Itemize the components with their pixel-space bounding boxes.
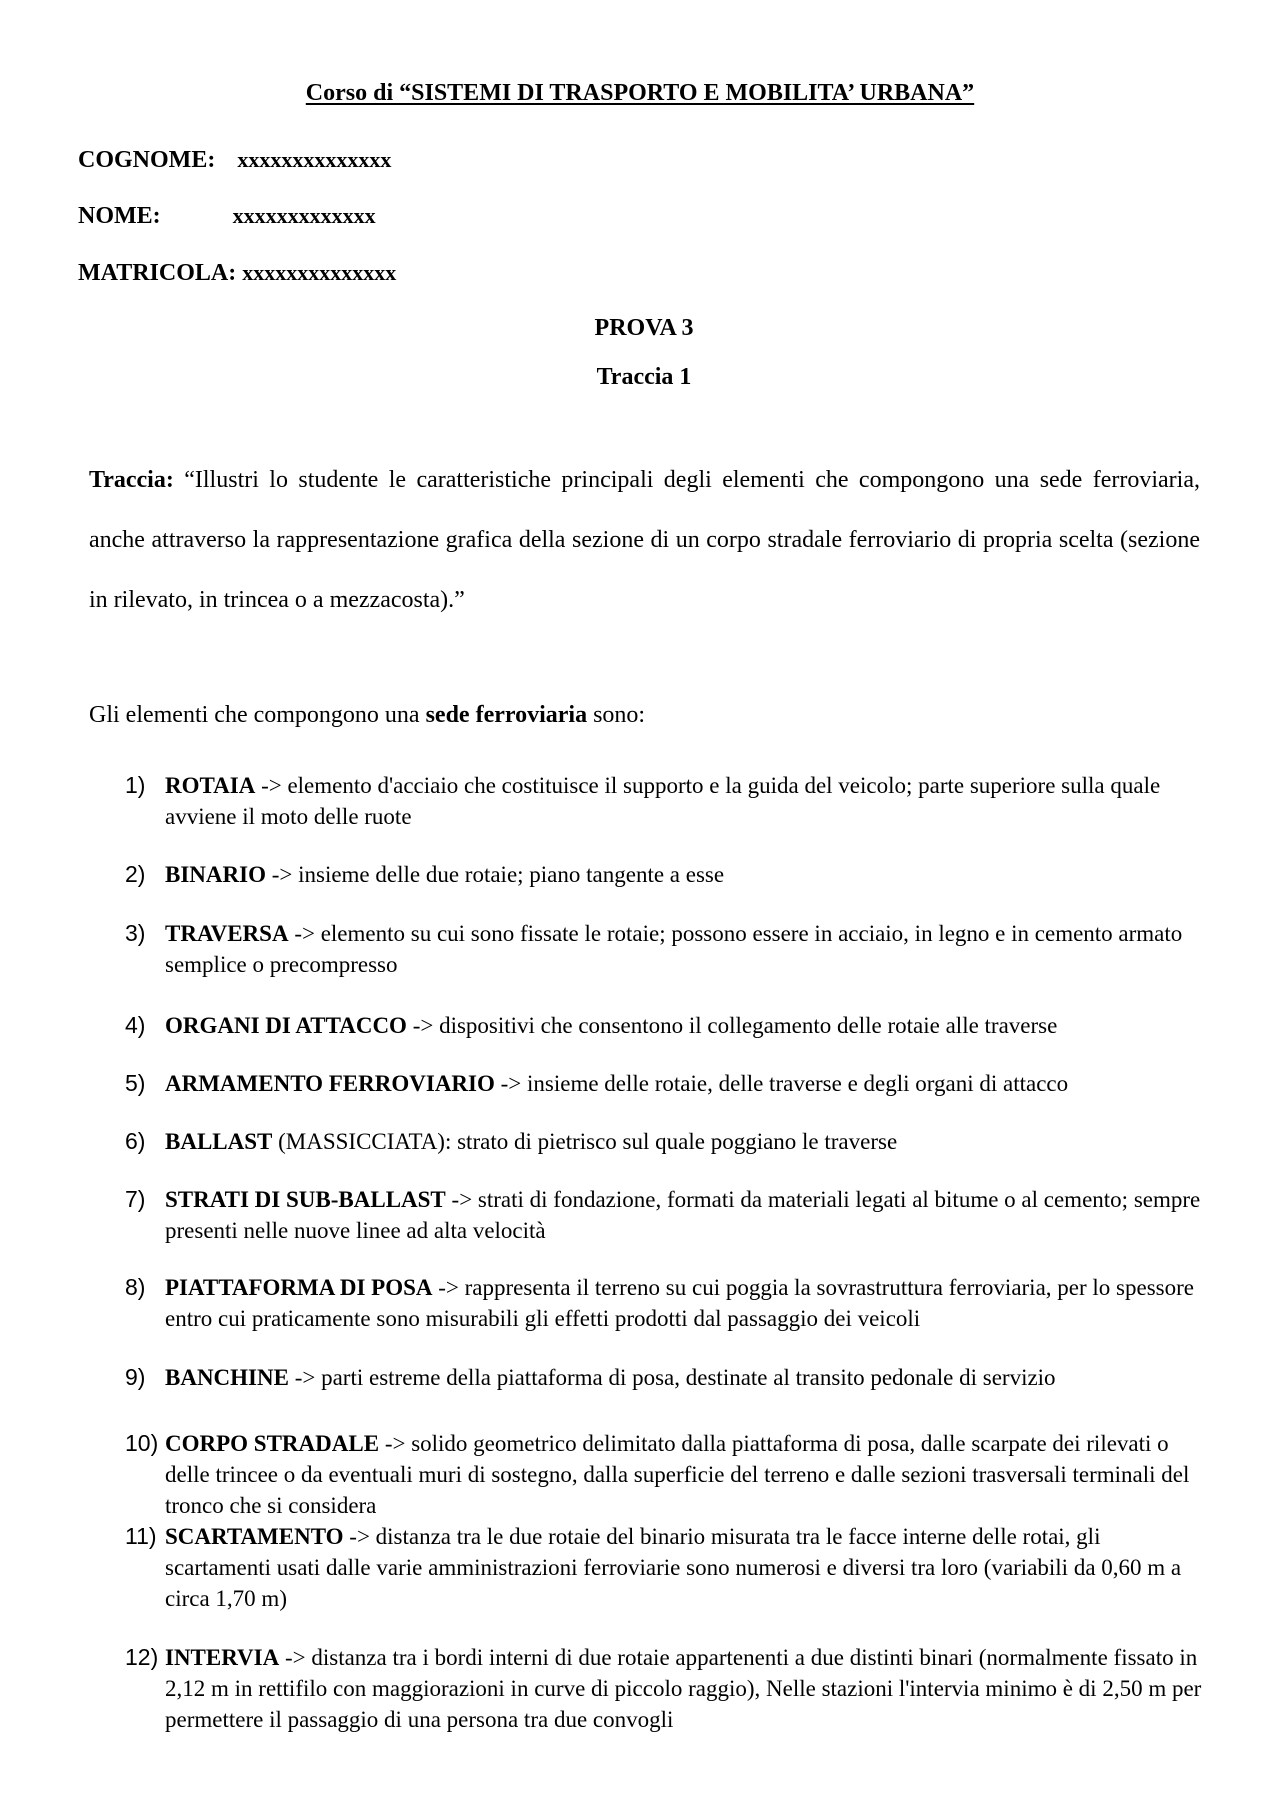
matricola-value: xxxxxxxxxxxxxx <box>242 260 397 285</box>
list-item <box>125 1184 1205 1246</box>
cognome-field <box>78 147 391 174</box>
course-title: Corso di “SISTEMI DI TRASPORTO E MOBILITA’ URBANA” <box>305 80 975 106</box>
list-item <box>125 770 1205 832</box>
list-item-term: STRATI DI SUB-BALLAST <box>165 1187 446 1212</box>
list-item-number: 9) <box>125 1364 146 1390</box>
intro-sentence <box>89 702 645 729</box>
list-item <box>125 1126 1205 1157</box>
list-item-number: 2) <box>125 861 146 887</box>
list-item-term: TRAVERSA <box>165 921 289 946</box>
list-item-number: 10) <box>125 1430 159 1456</box>
traccia-paragraph <box>89 450 1200 630</box>
list-item-text: -> solido geometrico delimitato dalla piattaforma di posa, dalle scarpate dei rilevati o delle trincee o da eventuali muri di sostegno, dalla superficie del terreno e dalle sezioni trasversali terminali del tronco che si considera <box>165 1431 1190 1518</box>
list-item-number: 8) <box>125 1274 146 1300</box>
list-item-term: CORPO STRADALE <box>165 1431 380 1456</box>
nome-value: xxxxxxxxxxxxx <box>232 203 376 228</box>
list-item-text: -> insieme delle rotaie, delle traverse e degli organi di attacco <box>494 1071 1069 1096</box>
traccia-label: Traccia: <box>89 467 174 493</box>
list-item-term: ORGANI DI ATTACCO <box>165 1013 407 1038</box>
list-item-number: 11) <box>125 1523 157 1549</box>
list-item <box>125 859 1205 890</box>
list-item-text: -> insieme delle due rotaie; piano tangente a esse <box>265 862 725 887</box>
cognome-value: xxxxxxxxxxxxxx <box>237 147 392 172</box>
list-item-number: 7) <box>125 1186 146 1212</box>
list-item-number: 5) <box>125 1070 146 1096</box>
traccia-heading: Traccia 1 <box>596 364 692 390</box>
list-item-term: ARMAMENTO FERROVIARIO <box>165 1071 495 1096</box>
intro-before: Gli elementi che compongono una <box>89 702 426 728</box>
list-item <box>125 1272 1205 1334</box>
list-item-term: BALLAST <box>165 1129 273 1154</box>
list-item-text: -> distanza tra i bordi interni di due rotaie appartenenti a due distinti binari (normalmente fissato in 2,12 m in rettifilo con maggiorazioni in curve di piccolo raggio), Nelle stazioni l'intervia minimo è di 2,50 m per permettere il passaggio di una persona tra due convogli <box>165 1645 1202 1732</box>
list-item-number: 1) <box>125 772 146 798</box>
intro-after: sono: <box>587 702 646 728</box>
list-item-number: 3) <box>125 920 146 946</box>
list-item-text: -> elemento d'acciaio che costituisce il supporto e la guida del veicolo; parte superiore sulla quale avviene il moto delle ruote <box>165 773 1161 829</box>
list-item <box>125 1068 1205 1099</box>
list-item-term: PIATTAFORMA DI POSA <box>165 1275 433 1300</box>
list-item-term: BINARIO <box>165 862 266 887</box>
list-item <box>125 1428 1205 1521</box>
list-item-term: INTERVIA <box>165 1645 280 1670</box>
prova-heading: PROVA 3 <box>594 315 694 341</box>
list-item-number: 12) <box>125 1644 159 1670</box>
nome-label: NOME: <box>78 203 161 229</box>
list-item <box>125 918 1205 980</box>
list-item-text: (MASSICCIATA): strato di pietrisco sul quale poggiano le traverse <box>272 1129 898 1154</box>
list-item-term: SCARTAMENTO <box>165 1524 344 1549</box>
list-item-text: -> parti estreme della piattaforma di posa, destinate al transito pedonale di servizio <box>288 1365 1056 1390</box>
intro-bold: sede ferroviaria <box>425 702 588 728</box>
list-item <box>125 1642 1205 1735</box>
matricola-label: MATRICOLA: <box>78 260 237 286</box>
list-item-term: BANCHINE <box>165 1365 289 1390</box>
list-item-text: -> strati di fondazione, formati da materiali legati al bitume o al cemento; sempre presenti nelle nuove linee ad alta velocità <box>165 1187 1201 1243</box>
list-item-number: 4) <box>125 1012 146 1038</box>
matricola-field <box>78 260 396 287</box>
nome-field <box>78 203 376 230</box>
list-item-term: ROTAIA <box>165 773 256 798</box>
traccia-body: “Illustri lo studente le caratteristiche principali degli elementi che compongono una sede ferroviaria, anche attraverso la rappresentazione grafica della sezione di un corpo stradale ferroviario di propria scelta (sezione in rilevato, in trincea o a mezzacosta).” <box>89 467 1200 613</box>
list-item-text: -> distanza tra le due rotaie del binario misurata tra le facce interne delle rotai, gli scartamenti usati dalle varie amministrazioni ferroviarie sono numerosi e diversi tra loro (variabili da 0,60 m a circa 1,70 m) <box>165 1524 1182 1611</box>
list-item <box>125 1010 1205 1041</box>
cognome-label: COGNOME: <box>78 147 216 173</box>
list-item <box>125 1362 1205 1393</box>
list-item-text: -> dispositivi che consentono il collegamento delle rotaie alle traverse <box>406 1013 1058 1038</box>
list-item-text: -> elemento su cui sono fissate le rotaie; possono essere in acciaio, in legno e in cemento armato semplice o precompresso <box>165 921 1183 977</box>
list-item-text: -> rappresenta il terreno su cui poggia la sovrastruttura ferroviaria, per lo spessore entro cui praticamente sono misurabili gli effetti prodotti dal passaggio dei veicoli <box>165 1275 1194 1331</box>
list-item-number: 6) <box>125 1128 146 1154</box>
list-item <box>125 1521 1205 1614</box>
